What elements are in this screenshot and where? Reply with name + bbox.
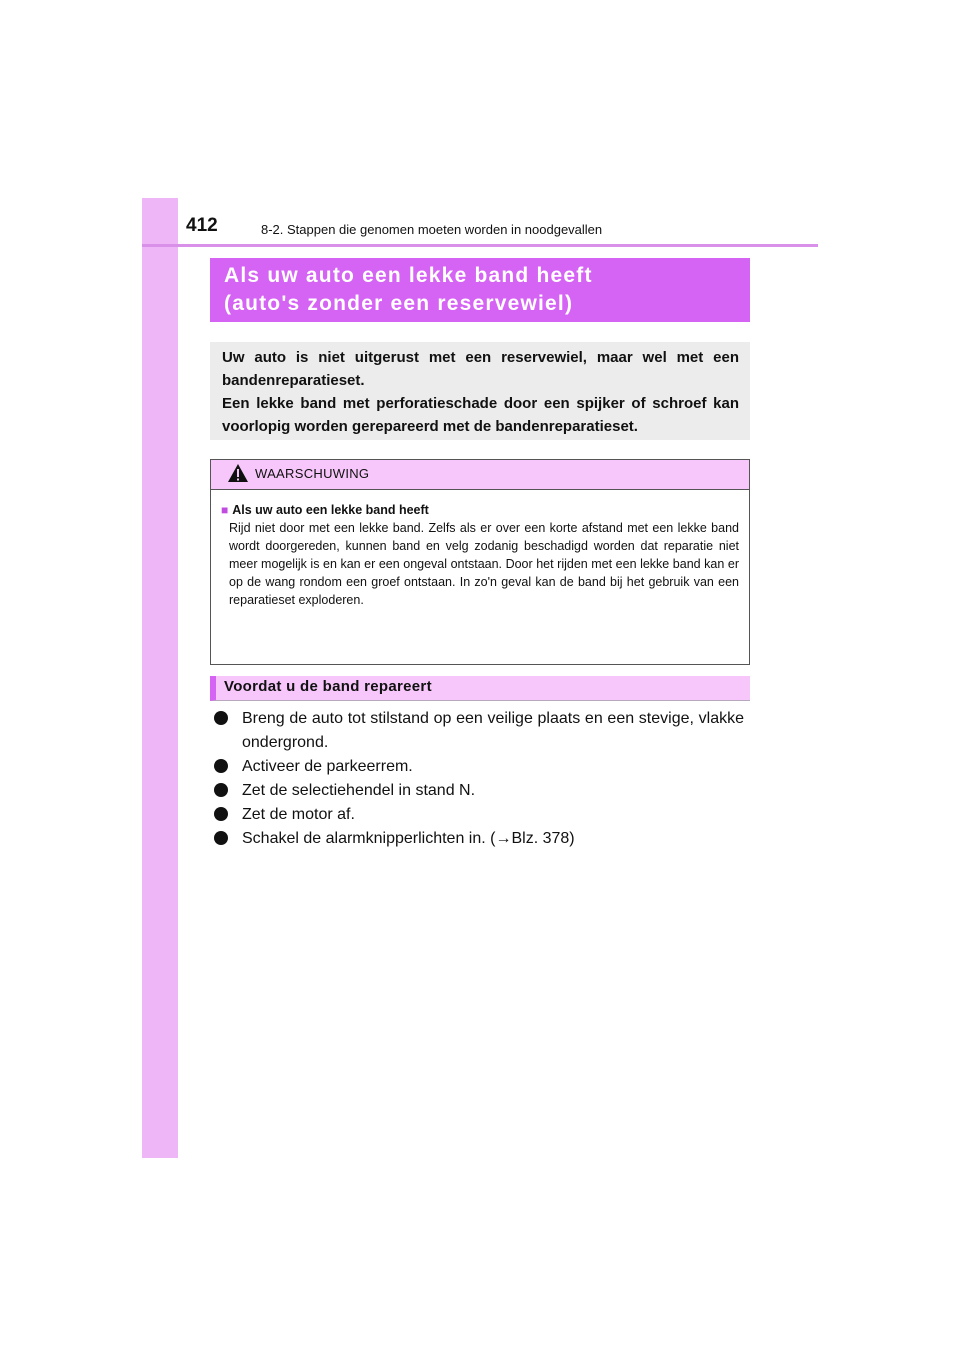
bullet-dot-icon (214, 807, 228, 821)
square-bullet-icon: ■ (221, 503, 229, 517)
list-item: Breng de auto tot stilstand op een veilige plaats en een stevige, vlakke ondergrond. (214, 707, 744, 755)
section-title-line2: (auto's zonder een reservewiel) (224, 292, 574, 315)
warning-subtitle-text: Als uw auto een lekke band heeft (232, 503, 429, 517)
before-repair-list (214, 707, 744, 851)
bullet-dot-icon (214, 783, 228, 797)
warning-label: WAARSCHUWING (255, 466, 370, 481)
section-title-line1: Als uw auto een lekke band heeft (224, 264, 593, 287)
intro-paragraph-2: Een lekke band met perforatieschade door een spijker of schroef kan voorlopig worden gerepareerd met de bandenreparatieset. (222, 395, 739, 435)
page-number: 412 (186, 215, 218, 236)
warning-header (211, 460, 749, 490)
before-repair-heading: Voordat u de band repareert (210, 676, 750, 701)
chapter-side-bar (142, 198, 178, 1158)
warning-body (211, 490, 749, 609)
header-rule (142, 244, 818, 247)
intro-box (210, 342, 750, 440)
intro-paragraph-1: Uw auto is niet uitgerust met een reservewiel, maar wel met een bandenreparatieset. (222, 349, 739, 389)
bullet-dot-icon (214, 759, 228, 773)
list-item: Zet de selectiehendel in stand N. (214, 779, 744, 803)
warning-box (210, 459, 750, 665)
list-item: Activeer de parkeerrem. (214, 755, 744, 779)
warning-text: Rijd niet door met een lekke band. Zelfs als er over een korte afstand met een lekke band wordt doorgereden, kunnen band en velg zodanig beschadigd worden dat reparatie niet meer mogelijk is en kan er een ongeval ontstaan. Door het rijden met een lekke band kan er op de wang rondom een groef ontstaan. In zo'n geval kan de band bij het gebruik van een reparatieset exploderen. (229, 521, 739, 607)
list-item: Zet de motor af. (214, 803, 744, 827)
chapter-title: 8-2. Stappen die genomen moeten worden in noodgevallen (261, 222, 603, 237)
section-title (210, 258, 750, 322)
warning-triangle-icon (227, 463, 249, 483)
bullet-dot-icon (214, 831, 228, 845)
warning-subtitle (221, 501, 739, 519)
bullet-dot-icon (214, 711, 228, 725)
list-item: Schakel de alarmknipperlichten in. (→Blz. 378) (214, 827, 744, 851)
